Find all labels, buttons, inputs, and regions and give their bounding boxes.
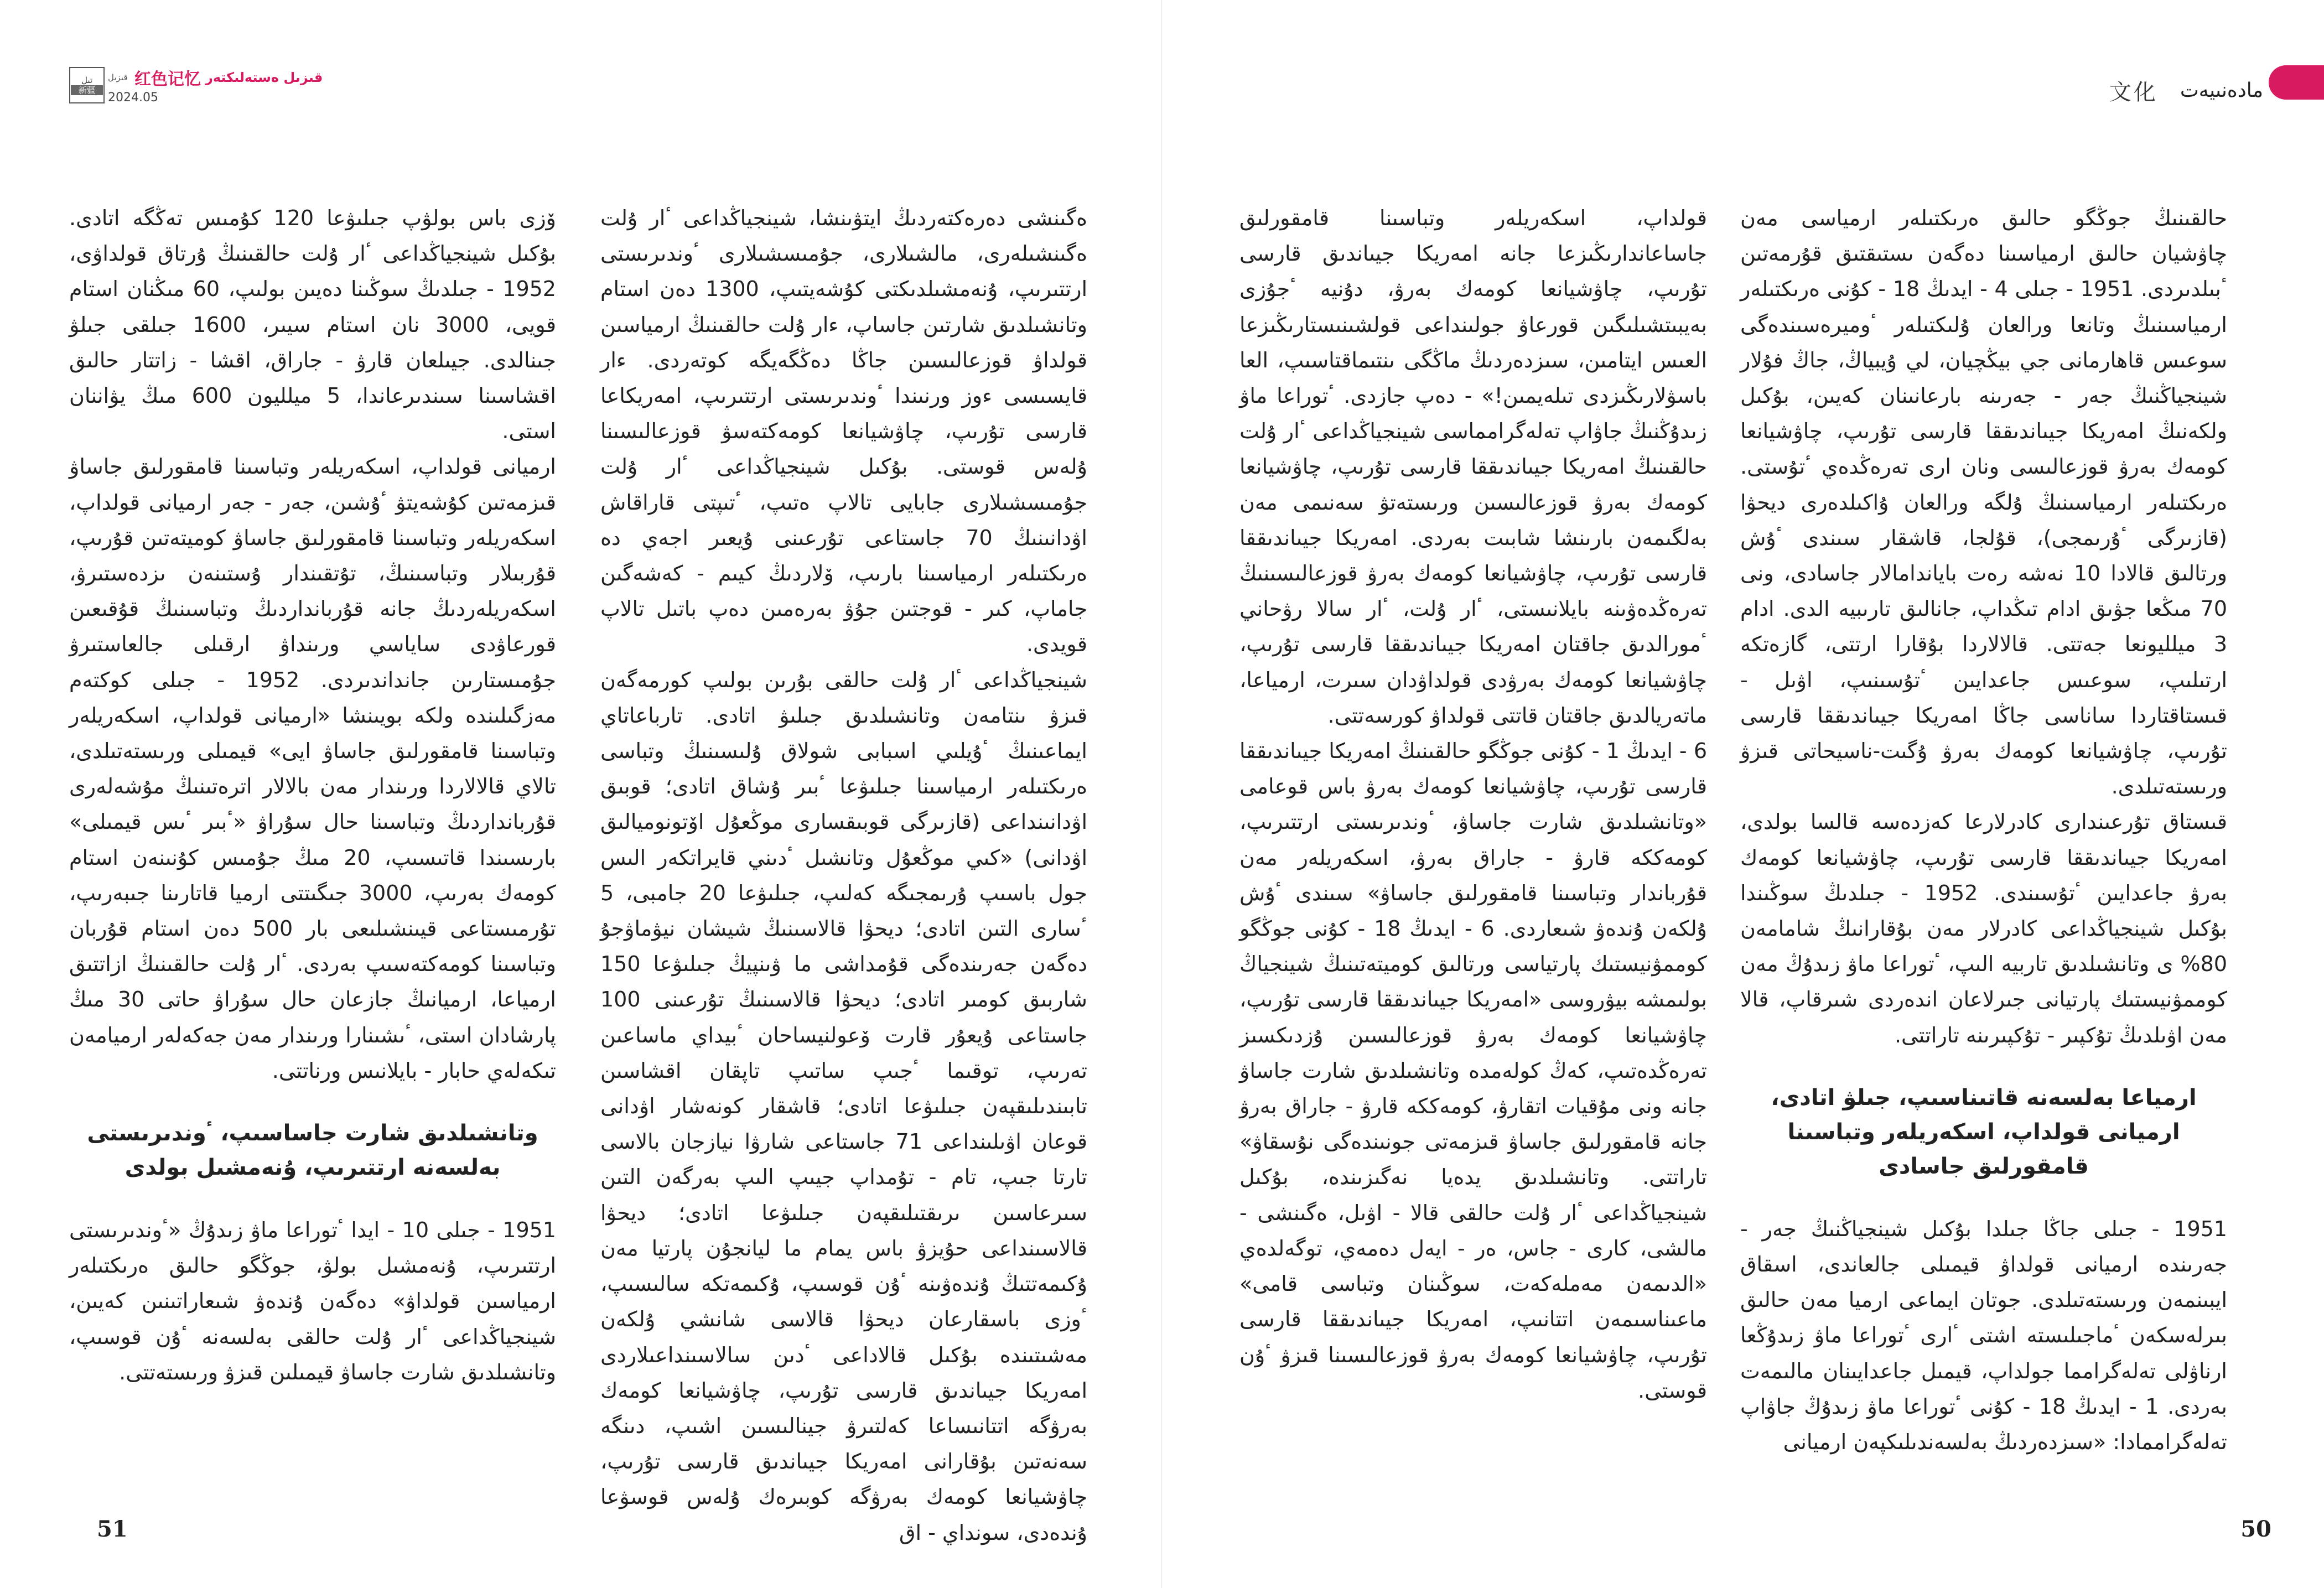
section-title-uyghur: قىزىل ەستەلىكتەر [205,70,323,85]
paragraph: 1951 - جىلى 10 - ايدا ٴتوراعا ماۋ زىدۇڭ «ٴوندىرىستى ارتتىرىپ، ۇنەمشىل بولۋ، جوڭگو حالىق ەرىكتىلەر ارمياسىن قولداۋ» دەگەن ۇندەۋ شىعاراتىنىن كەيىن، شينجياڭداعى ٴار ۇلت حالقى بەلسەنە ٴۇن قوسىپ، وتانشىلدىق شارت جاساۋ قيمىلىن قىزۋ ورىستەتتى. [69,1218,556,1384]
paragraph: حالقىنىڭ جوڭگو حالىق ەرىكتىلەر ارمياسى مەن چاۋشيان حالىق ارمياسىنا دەگەن ىستىقتىق قۇرمەتىن ٴبىلدىردى. 1951 - جىلى 4 - ايدىڭ 18 - كۇنى ەرىكتىلەر ارمياسىنىڭ وتانعا ورالعان ۇلىكتىلەر ٴوميرەسىندەگى سوعىس قاھارمانى جي بيڭچيان، لي ۇيبياڭ، جاڭ فۇلار شينجياڭنىڭ جەر - جەرىنە بارعانىنان كەيىن، بۇكىل ولكەنىڭ امەريكا جيىاندىققا قارسى تۇرىپ، چاۋشيانعا كومەك بەرۋ قوزعالىسى ونان ارى تەرەڭدەي ٴتۇستى. ەرىكتىلەر ارمياسىنىڭ ۇلگە ورالعان ۇاكىلدەرى ديحۋا (قازىرگى ٴۇرىمجى)، قۇلجا، قاشقار سىندى ٴۇش ورتالىق قالادا 10 نەشە رەت باياندامالار جاسادى، ونى 70 مىڭعا جۋىق ادام تىڭداپ، جانالىق تارىبيە الدى. ادام 3 ميلليونعا جەتتى. قالالاردا بۇقارا ارتتى، گازەتكە ارتىلىپ، سوعىس جاعدايىن ٴتۇسىنىپ، اۋىل - قىستاقتاردا ساناسى جاڭا امەريكا جيىاندىققا قارسى تۇرىپ، چاۋشيانعا كومەك بەرۋ ۇگىت-ناسيحاتى قىزۋ ورىستەتىلدى. [1740,206,2227,799]
magazine-small-label: قىزىل [108,72,128,82]
article-column-3 [1239,200,1707,1408]
paragraph: 6 - ايدىڭ 1 - كۇنى جوڭگو حالقىنىڭ امەريكا جيىاندىققا قارسى تۇرىپ، چاۋشيانعا كومەك بەرۋ باس قوعامى «وتانشىلدىق شارت جاساۋ، ٴوندىرىستى ارتتىرىپ، كومەككە قارۋ - جاراق بەرۋ، اسكەريلەر مەن قۇرباندار وتباسىنا قامقورلىق جاساۋ» سىندى ٴۇش ۇلكەن ۇندەۋ شىعاردى. 6 - ايدىڭ 18 - كۇنى جوڭگو كوممۋنيستىك پارتياسى ورتالىق كوميتەتىنىڭ شينجياڭ بولىمشە بيۋروسى «امەريكا جيىاندىققا قارسى تۇرىپ، چاۋشيانعا كومەك بەرۋ قوزعالىسىن ۇزدىكسىز تەرەڭدەتىپ، كەڭ كولەمدە وتانشىلدىق شارت جاساۋ جانە ونى مۇقيات اتقارۋ، كومەككە قارۋ - جاراق بەرۋ جانە قامقورلىق جاساۋ قىزمەتى جونىندەگى نۇسقاۋ» تاراتتى. وتانشىلدىق يدەيا نەگىزىندە، بۇكىل شينجياڭداعى ٴار ۇلت حالقى قالا - اۋىل، ەگىنشى - مالشى، كارى - جاس، ەر - ايەل دەمەي، توگەلدەي «الدىمەن مەملەكەت، سوڭىنان وتباسى قامى» ماعىناسىمەن اتتانىپ، امەريكا جيىاندىققا قارسى تۇرىپ، چاۋشيانعا كومەك بەرۋ قوزعالىسىنا قىزۋ ٴۇن قوستى. [1239,739,1708,1403]
paragraph: قولداپ، اسكەريلەر وتباسىنا قامقورلىق جاساعاندارىڭىزعا جانە امەريكا جيىاندىق قارسى تۇرىپ، چاۋشيانعا كومەك بەرۋ، دۇنيە ٴجۇزى بەيبىتشىلىگىن قورعاۋ جولىنداعى قولشىنىستارىڭىزعا العىس ايتامىن، سىزدەردىڭ ماڭگى ىنتىماقتاسىپ، العا باسۋلارىڭىزدى تىلەيمىن!» - دەپ جازدى. ٴتوراعا ماۋ زىدۇڭنىڭ جاۋاپ تەلەگرامماسى شينجياڭداعى ٴار ۇلت حالقىنىڭ امەريكا جيىاندىققا قارسى تۇرىپ، چاۋشيانعا كومەك بەرۋ قوزعالىسىن ورىستەتۋ سەنىمى مەن بەلگىمەن بارىنشا شابىت بەردى. امەريكا جيىاندىققا قارسى تۇرىپ، چاۋشيانعا كومەك بەرۋ قوزعالىسىنىڭ تەرەڭدەۋىنە بايلانىستى، ٴار ۇلت، ٴار سالا رۋحاني ٴمورالدىق جاقتان امەريكا جيىاندىققا قارسى تۇرىپ، چاۋشيانعا كومەك بەرۋدى قولداۋدان سىرت، ارمياعا، ماتەريالدىق جاقتان قاتتى قولداۋ كورسەتتى. [1239,206,1707,728]
magazine-header [69,65,323,105]
section-title-chinese: 红色记忆 [134,70,201,89]
subheading: ارمياعا بەلسەنە قاتىناسىپ، جىلۋ اتادى، ارميانى قولداپ، اسكەريلەر وتباسىنا قامقورلىق جاسادى [1771,1084,2197,1179]
article-column-2 [600,200,1087,1550]
magazine-logo [69,67,105,103]
logo-text-top: تىل [81,75,93,85]
page-number: 51 [97,1516,128,1542]
page-number: 50 [2240,1516,2271,1542]
right-page [1162,0,2324,1588]
paragraph: ۆزى باس بولۋپ جىلىۋعا 120 كۇمىس تەڭگە اتادى. بۇكىل شينجياڭداعى ٴار ۇلت حالقىنىڭ ۇرتاق قولداۋى، 1952 - جىلدىڭ سوڭىنا دەيىن بولىپ، 60 مىڭنان استام قويى، 3000 نان استام سيىر، 1600 جىلقى جىلۋ جىنالدى. جيىلعان قارۋ - جاراق، اقشا - زاتتار حالىق اقشاسىنا سىندىرعاندا، 5 ميلليون 600 مىڭ يۋاننان استى. [69,206,557,444]
subheading: وتانشىلدىق شارت جاساسىپ، ٴوندىرىستى بەلسەنە ارتتىرىپ، ۇنەمشىل بولدى [87,1120,538,1181]
paragraph: ەگىنشى دەرەكتەردىڭ ايتۋىنشا، شينجياڭداعى ٴار ۇلت ەگىنشىلەرى، مالشىلارى، جۇمىسشىلارى ٴوندىرىستى ارتتىرىپ، ۇنەمشىلدىكتى كۇشەيتىپ، 1300 دەن استام وتانشىلدىق شارتىن جاساپ، ءار ۇلت حالقىنىڭ ارمياسىن قولداۋ قوزعالىسىن جاڭا دەڭگەيگە كوتەردى. ءار قايسىسى ءوز ورنىندا ٴوندىرىستى ارتتىرىپ، امەريكاعا قارسى تۇرىپ، چاۋشيانعا كومەكتەسۋ قوزعالىسىنا ۇلەس قوستى. بۇكىل شينجياڭداعى ٴار ۇلت جۇمىسشىلارى جابايى تالاپ ەتىپ، ٴتىپتى قاراقاش اۋدانىنىڭ 70 جاستاعى تۇرعىنى ۇيعىر اجەي دە ەرىكتىلەر ارمياسىنا بارىپ، ۆلاردىڭ كيىم - كەشەگىن جاماپ، كىر - قوجتىن جۇۋ بەرەمىن دەپ باتىل تالاپ قويدى. [600,206,1087,657]
section-color-tab [2269,65,2324,100]
issue-date: 2024.05 [108,91,158,105]
paragraph: قىستاق تۇرعىندارى كادرلارعا كەزدەسە قالسا بولدى، امەريكا جيىاندىققا قارسى تۇرىپ، چاۋشيانعا كومەك بەرۋ جاعدايىن ٴتۇسىندى. 1952 - جىلدىڭ سوڭىندا بۇكىل شينجياڭداعى كادرلار مەن بۇقارانىڭ شامامەن 80% ى وتانشىلدىق تاربيە الىپ، ٴتوراعا ماۋ زىدۇڭ مەن كوممۋنيستىك پارتيانى جىرلاعان اندەردى شىرقاپ، قالا مەن اۋىلدىڭ تۇكپىر - تۇكپىرىنە تاراتتى. [1740,809,2227,1047]
paragraph: ارميانى قولداپ، اسكەريلەر وتباسىنا قامقورلىق جاساۋ قىزمەتىن كۇشەيتۋ ٴۇشىن، جەر - جەر ارميانى قولداپ، اسكەريلەر وتباسىنا قامقورلىق جاساۋ كوميتەتىن قۇرىپ، قۇربىلار وتباسىنىڭ، تۇتقىندار ۇستىنەن ىزدەستىرۋ، اسكەريلەردىڭ جانە قۇربانداردىڭ وتباسىنىڭ قۇقىعىن قورعاۋدى ساياسي ورىنداۋ ارقىلى جالعاستىرۋ جۇمىستارىن جانداندىردى. 1952 - جىلى كوكتەم مەزگىلىندە ولكە بويىنشا «ارميانى قولداپ، اسكەريلەر وتباسىنا قامقورلىق جاساۋ ايى» قيمىلى ورىستەتىلدى، تالاي قالالاردا ورىندار مەن بالالار اترەتىنىڭ مۇشەلەرى قۇربانداردىڭ وتباسىنا حال سۇراۋ «ٴبىر ٴىس قيمىلى» بارىسىندا قاتىسىپ، 20 مىڭ جۇمىس كۇنىنەن استام كومەك بەرىپ، 3000 جىگىتتى ارميا قاتارىنا جىبەرىپ، تۇرمىستاعى قيىنشىلىعى بار 500 دەن استام قۇربان وتباسىنا كومەكتەسىپ بەردى. ٴار ۇلت حالقىنىڭ ازاتتىق ارمياعا، ارميانىڭ جازعان حال سۇراۋ حاتى 30 مىڭ پارشادان استى، ٴىشىنارا ورىندار مەن جەكەلەر ارميامەن تىكەلەي حابار - بايلانىس ورناتتى. [69,454,557,1083]
article-column-4 [1740,200,2227,1460]
section-label-uyghur: مادەنىيەت [2180,79,2263,102]
paragraph: 1951 - جىلى جاڭا جىلدا بۇكىل شينجياڭنىڭ جەر - جەرىندە ارميانى قولداۋ قيمىلى جالعاندى، اسقاق ايبىنمەن ورىستەتىلدى. جوتان ايماعى ارميا مەن حالىق بىرلەسكەن ٴماجىلىستە اشتى ٴارى ٴتوراعا ماۋ زىدۇڭعا ارناۋلى تەلەگرامما جولداپ، قيمىل جاعدايىنان مالىمەت بەردى. 1 - ايدىڭ 18 - كۇنى ٴتوراعا ماۋ زىدۇڭ جاۋاپ تەلەگراممادا: «سىزدەردىڭ بەلسەندىلىكپەن ارميانى [1740,1216,2227,1455]
paragraph: شينجياڭداعى ٴار ۇلت حالقى بۇرىن بولىپ كورمەگەن قىزۋ ىنتامەن وتانشىلدىق جىلىۋ اتادى. تارباعاتاي ايماعىنىڭ ٴۇيلىي اسبابى شولاق ۇلىسىنىڭ وتباسى ەرىكتىلەر ارمياسىنا جىلىۋعا ٴبىر ۇشاق اتادى؛ قوبىق اۋدانىنداعى (قازىرگى قوبىقسارى موڭعۇل اۆتونوميالىق اۋدانى) «كىي موڭعۇل وتانشىل ٴدىني قايراتكەر الىس جول باسىپ ۇرىمجىگە كەلىپ، جىلىۋعا 20 جامبى، 5 ٴسارى التىن اتادى؛ ديحۋا قالاسىنىڭ شيشان نيۋماۋجۇ دەگەن جەرىندەگى قۇمداشى ما ۋىنپيڭ جىلىۋعا 150 شاربىق كومىر اتادى؛ ديحۋا قالاسىنىڭ تۇرعىنى 100 جاستاعى ۇيعۇر قارت ۆعولنيساحان ٴبيداي ماساعىن تەرىپ، توقىما ٴجىپ ساتىپ تاپقان اقشاسىن تابىندىلىقپەن جىلىۋعا اتادى؛ قاشقار كونەشار اۋدانى قوعان اۋىلىنداعى 71 جاستاعى شارۋا نيازجان بالاسى تارتا جىپ، تام - تۇمداپ جيىپ الىپ بەرگەن التىن سىرعاسىن ىرىقتىلىقپەن جىلىۋعا اتادى؛ ديحۋا قالاسىنداعى حۇيزۋ باس يمام ما ليانجۇن پارتيا مەن ۇكىمەتتىڭ ۇندەۋىنە ٴۇن قوسىپ، ۇكىمەتكە سالىسىپ، ٴوزى باسقارعان ديحۋا قالاسى شانشي ۇلكەن مەشىتىندە بۇكىل قالاداعى ٴدىن سالاسىنداعىلاردى امەريكا جيىاندىق قارسى تۇرىپ، چاۋشيانعا كومەك بەرۋگە اتتانىساعا كەلتىرۋ جينالىسىن اشىپ، دىنگە سەنەتىن بۇقارانى امەريكا جيىاندىق قارسى تۇرىپ، چاۋشيانعا كومەك بەرۋگە كوبىرەك ۇلەس قوسۋعا ۇندەدى، سونداي - اق [600,667,1087,1545]
logo-text-bottom: 新疆 [71,85,103,95]
section-header [2109,75,2263,106]
article-column-1 [69,200,556,1390]
section-label-chinese: 文化 [2109,80,2158,105]
